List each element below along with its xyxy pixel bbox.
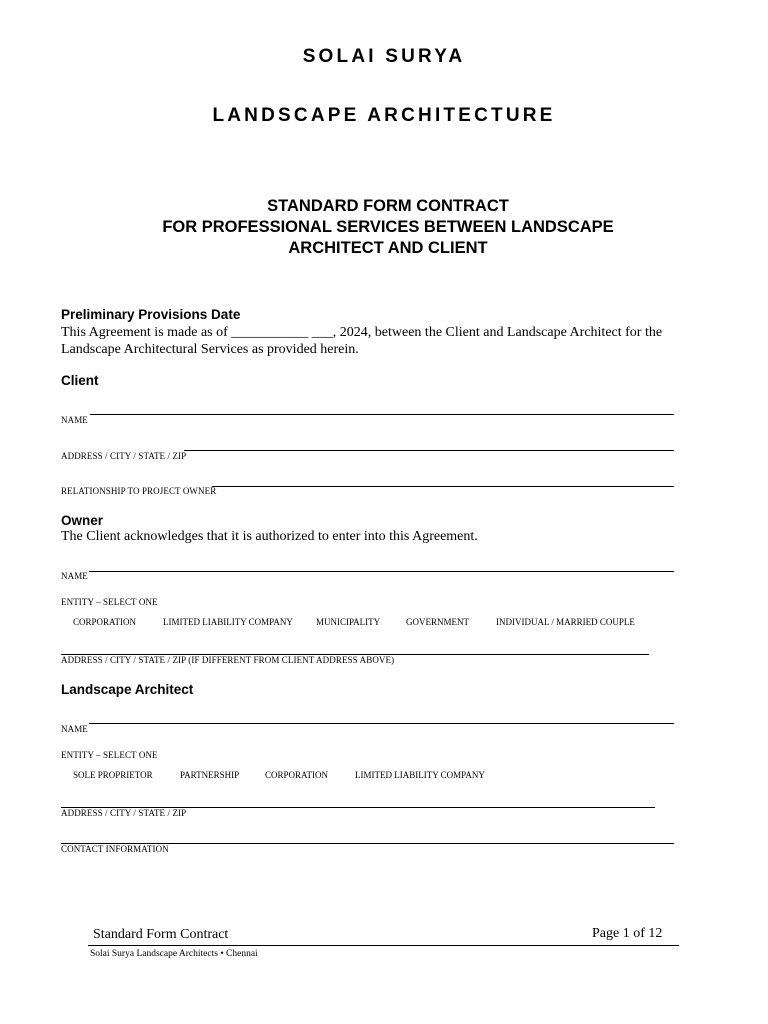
owner-address-label: ADDRESS / CITY / STATE / ZIP (IF DIFFERENT FROM CLIENT ADDRESS ABOVE) <box>61 655 395 665</box>
architect-name-label: NAME <box>61 724 88 734</box>
owner-entity-option-individual[interactable]: INDIVIDUAL / MARRIED COUPLE <box>496 617 635 627</box>
contract-title-line-2: FOR PROFESSIONAL SERVICES BETWEEN LANDSCAPE <box>162 218 614 236</box>
client-heading: Client <box>61 373 99 388</box>
owner-entity-option-corporation[interactable]: CORPORATION <box>73 617 137 627</box>
owner-heading: Owner <box>61 513 104 528</box>
firm-name: SOLAI SURYA <box>302 46 466 67</box>
owner-entity-option-municipality[interactable]: MUNICIPALITY <box>316 617 381 627</box>
architect-heading: Landscape Architect <box>61 682 194 697</box>
contract-title-line-1: STANDARD FORM CONTRACT <box>267 197 509 215</box>
architect-entity-option-corporation[interactable]: CORPORATION <box>265 770 329 780</box>
preliminary-text-line-1: This Agreement is made as of ___________ ___, 2024, between the Client and Landscape Architect for the <box>61 325 663 340</box>
client-name-line[interactable] <box>90 414 674 415</box>
architect-entity-option-partnership[interactable]: PARTNERSHIP <box>180 770 240 780</box>
footer-page-number: Page 1 of 12 <box>592 926 663 941</box>
architect-entity-option-llc[interactable]: LIMITED LIABILITY COMPANY <box>355 770 485 780</box>
owner-name-line[interactable] <box>89 571 674 572</box>
client-address-label: ADDRESS / CITY / STATE / ZIP <box>61 451 187 461</box>
owner-entity-option-government[interactable]: GOVERNMENT <box>406 617 469 627</box>
architect-address-label: ADDRESS / CITY / STATE / ZIP <box>61 808 187 818</box>
owner-statement: The Client acknowledges that it is authorized to enter into this Agreement. <box>61 529 478 544</box>
architect-contact-label: CONTACT INFORMATION <box>61 844 169 854</box>
owner-name-label: NAME <box>61 571 88 581</box>
architect-name-line[interactable] <box>89 723 674 724</box>
footer-divider <box>88 945 679 946</box>
preliminary-heading: Preliminary Provisions Date <box>61 307 241 322</box>
firm-discipline: LANDSCAPE ARCHITECTURE <box>212 105 556 126</box>
owner-entity-label: ENTITY – SELECT ONE <box>61 597 158 607</box>
footer-document-name: Standard Form Contract <box>93 927 229 942</box>
client-relationship-line[interactable] <box>212 486 674 487</box>
client-relationship-label: RELATIONSHIP TO PROJECT OWNER <box>61 486 217 496</box>
preliminary-text-line-2: Landscape Architectural Services as provided herein. <box>61 342 359 357</box>
architect-entity-option-sole-proprietor[interactable]: SOLE PROPRIETOR <box>73 770 153 780</box>
owner-entity-option-llc[interactable]: LIMITED LIABILITY COMPANY <box>163 617 293 627</box>
client-name-label: NAME <box>61 415 88 425</box>
contract-title-line-3: ARCHITECT AND CLIENT <box>288 239 488 257</box>
footer-firm-line: Solai Surya Landscape Architects • Chennai <box>90 949 258 959</box>
architect-entity-label: ENTITY – SELECT ONE <box>61 750 158 760</box>
client-address-line[interactable] <box>184 450 674 451</box>
